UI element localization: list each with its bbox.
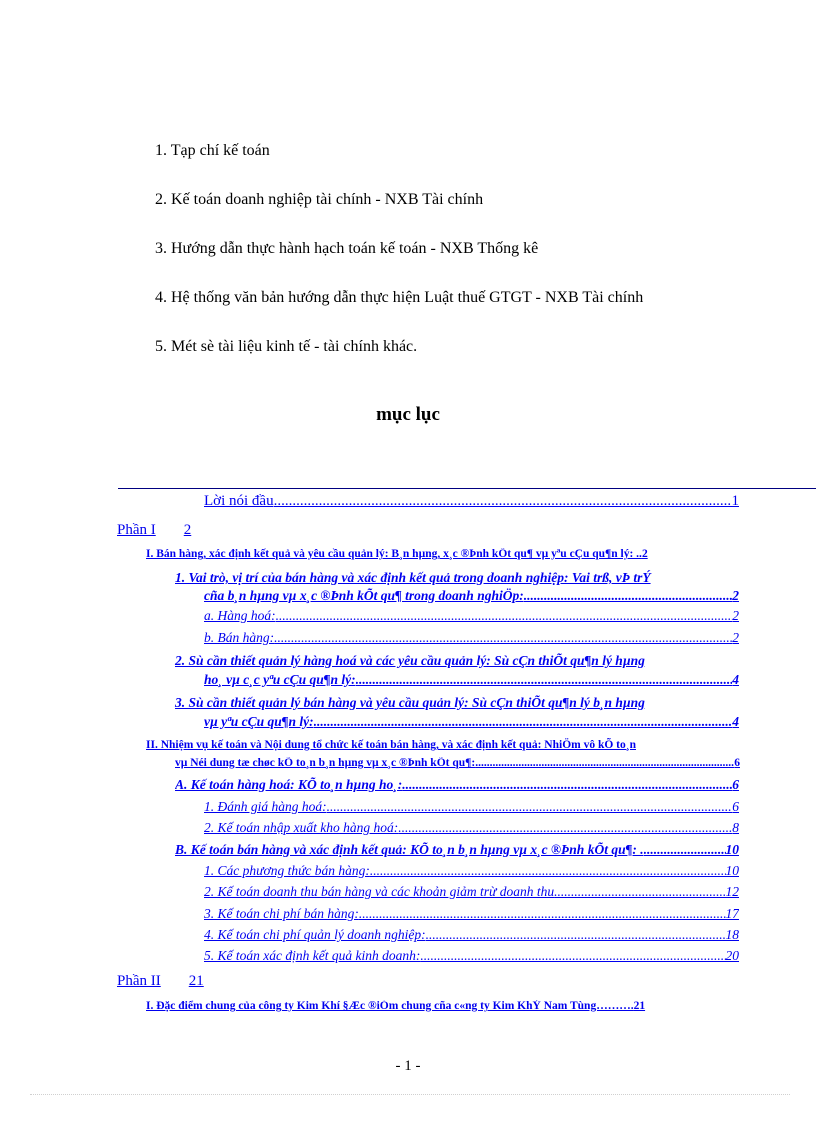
toc-entry-text: b. Bán hàng: [204, 630, 275, 645]
toc-entry-b-1[interactable] [204, 863, 739, 879]
toc-leader [327, 799, 733, 815]
toc-leader [370, 863, 726, 879]
toc-entry-phan-2[interactable] [117, 973, 204, 990]
toc-entry-b-4[interactable] [204, 927, 739, 943]
toc-entry-text: I. Đặc điểm chung của công ty Kim Khí §Æc ®iÓm chung cña c«ng ty Kim KhÝ Nam Tùng………. [146, 1000, 634, 1012]
toc-page-number: 10 [725, 842, 739, 857]
toc-entry-text: 2. Sù cần thiết quản lý hàng hoá và các yêu cầu quản lý: Sù cÇn thiÕt qu¶n lý hµng [175, 653, 645, 668]
toc-title: mục lục [376, 404, 440, 425]
toc-page-number: 6 [732, 799, 739, 814]
toc-page-number: 2 [183, 522, 192, 538]
toc-entry-text: Lời nói đầu [204, 493, 274, 509]
toc-entry-b-3[interactable] [204, 906, 739, 922]
reference-item: 5. Mét sè tài liệu kinh tế - tài chính khác. [155, 338, 418, 355]
toc-page-number: 2 [732, 608, 739, 623]
toc-entry-b-5[interactable] [204, 948, 739, 964]
toc-page-number: 17 [725, 906, 739, 921]
toc-entry-text: a. Hàng hoá: [204, 608, 276, 623]
toc-page-number: 8 [732, 820, 739, 835]
toc-page-number: 1 [731, 493, 739, 509]
reference-item: 1. Tạp chí kế toán [155, 142, 270, 159]
toc-entry-text: II. Nhiệm vụ kế toán và Nội dung tổ chức kế toán bán hàng, và xác định kết quả: NhiÖm vô kÕ to¸n [146, 739, 636, 751]
toc-leader [475, 757, 734, 769]
toc-entry-1-3[interactable] [204, 714, 739, 730]
toc-page-number: 12 [725, 884, 739, 899]
toc-entry-part2-section-1[interactable] [146, 1000, 740, 1012]
toc-entry-text: I. Bán hàng, xác định kết quả và yêu cầu quản lý: B¸n hµng, x¸c ®Þnh kÕt qu¶ vµ yªu cÇu qu¶n lý: .. [146, 548, 642, 560]
toc-entry-text: 1. Đánh giá hàng hoá: [204, 799, 327, 814]
toc-entry-1-a[interactable] [204, 608, 739, 624]
toc-entry-text: 3. Sù cần thiết quản lý bán hàng và yêu cầu quản lý: Sù cÇn thiÕt qu¶n lý b¸n hµng [175, 695, 645, 710]
toc-entry-text: 4. Kế toán chi phí quản lý doanh nghiệp: [204, 927, 426, 942]
toc-entry-text: 3. Kế toán chi phí bán hàng: [204, 906, 359, 921]
toc-page-number: 2 [732, 588, 739, 603]
toc-page-number: 4 [732, 714, 739, 729]
toc-entry-b-2[interactable] [204, 884, 739, 900]
toc-leader [426, 927, 726, 943]
page-bottom-divider [30, 1094, 790, 1095]
toc-entry-text: 1. Vai trò, vị trí của bán hàng và xác định kết quả trong doanh nghiệp: Vai trß, vÞ trÝ [175, 570, 651, 585]
toc-entry-section-2[interactable] [175, 757, 740, 769]
toc-leader [402, 777, 732, 793]
toc-page-number: 21 [188, 973, 204, 989]
toc-page-number: 2 [732, 630, 739, 645]
reference-list [155, 140, 643, 385]
toc-leader [420, 948, 725, 964]
toc-entry-text: vµ Néi dung tæ chøc kÕ to¸n b¸n hµng vµ x¸c ®Þnh kÕt qu¶: [175, 757, 476, 769]
toc-entry-text: cña b¸n hµng vµ x¸c ®Þnh kÕt qu¶ trong doanh nghiÖp: [204, 588, 524, 603]
toc-leader [398, 820, 732, 836]
toc-entry-text: 1. Các phương thức bán hàng: [204, 863, 370, 878]
toc-entry-a-1[interactable] [204, 799, 739, 815]
page-number: - 1 - [395, 1058, 421, 1074]
toc-leader [274, 493, 732, 510]
toc-leader [274, 630, 732, 646]
toc-page-number: 4 [732, 672, 739, 687]
toc-divider [118, 488, 816, 489]
toc-entry-loi-noi-dau[interactable] [204, 493, 739, 510]
toc-entry-a-2[interactable] [204, 820, 739, 836]
toc-entry-text: ho¸ vµ c¸c yªu cÇu qu¶n lý: [204, 672, 356, 687]
reference-item: 2. Kế toán doanh nghiệp tài chính - NXB Tài chính [155, 191, 484, 208]
toc-entry-1-2-line1[interactable] [175, 653, 645, 669]
toc-entry-text: vµ yªu cÇu qu¶n lý: [204, 714, 314, 729]
toc-page-number: 20 [725, 948, 739, 963]
reference-item: 3. Hướng dẫn thực hành hạch toán kế toán - NXB Thống kê [155, 240, 539, 257]
toc-entry-text: Phần I [117, 522, 156, 538]
toc-entry-section-2-line1[interactable] [146, 739, 636, 751]
toc-leader [644, 842, 726, 858]
toc-entry-phan-1[interactable] [117, 522, 191, 539]
toc-entry-b[interactable] [175, 842, 739, 858]
toc-entry-text: 5. Kế toán xác định kết quả kinh doanh: [204, 948, 421, 963]
reference-item: 4. Hệ thống văn bản hướng dẫn thực hiện Luật thuế GTGT - NXB Tài chính [155, 289, 644, 306]
toc-page-number: 21 [633, 1000, 646, 1012]
toc-entry-1-2[interactable] [204, 672, 739, 688]
toc-entry-text: 2. Kế toán nhập xuất kho hàng hoá: [204, 820, 399, 835]
toc-entry-a[interactable] [175, 777, 739, 793]
toc-entry-1-3-line1[interactable] [175, 695, 645, 711]
toc-leader [524, 588, 733, 604]
toc-entry-1-b[interactable] [204, 630, 739, 646]
toc-page-number: 2 [641, 548, 648, 560]
toc-entry-text: 2. Kế toán doanh thu bán hàng và các khoản giảm trừ doanh thu [204, 884, 555, 899]
toc-leader [554, 884, 725, 900]
toc-page-number: 10 [725, 863, 739, 878]
toc-page-number: 6 [734, 757, 740, 769]
toc-entry-1-1[interactable] [204, 588, 739, 604]
toc-leader [359, 906, 726, 922]
toc-leader [356, 672, 733, 688]
toc-page-number: 6 [732, 777, 739, 792]
toc-entry-section-1[interactable] [146, 548, 740, 560]
toc-entry-text: B. Kế toán bán hàng và xác định kết quả: KÕ to¸n b¸n hµng vµ x¸c ®Þnh kÕt qu¶: . [175, 842, 644, 857]
toc-leader [276, 608, 733, 624]
toc-entry-1-1-line1[interactable] [175, 570, 651, 586]
toc-entry-text: A. Kế toán hàng hoá: KÕ to¸n hµng ho¸: [175, 777, 403, 792]
toc-entry-text: Phần II [117, 973, 161, 989]
toc-leader [314, 714, 733, 730]
toc-page-number: 18 [725, 927, 739, 942]
